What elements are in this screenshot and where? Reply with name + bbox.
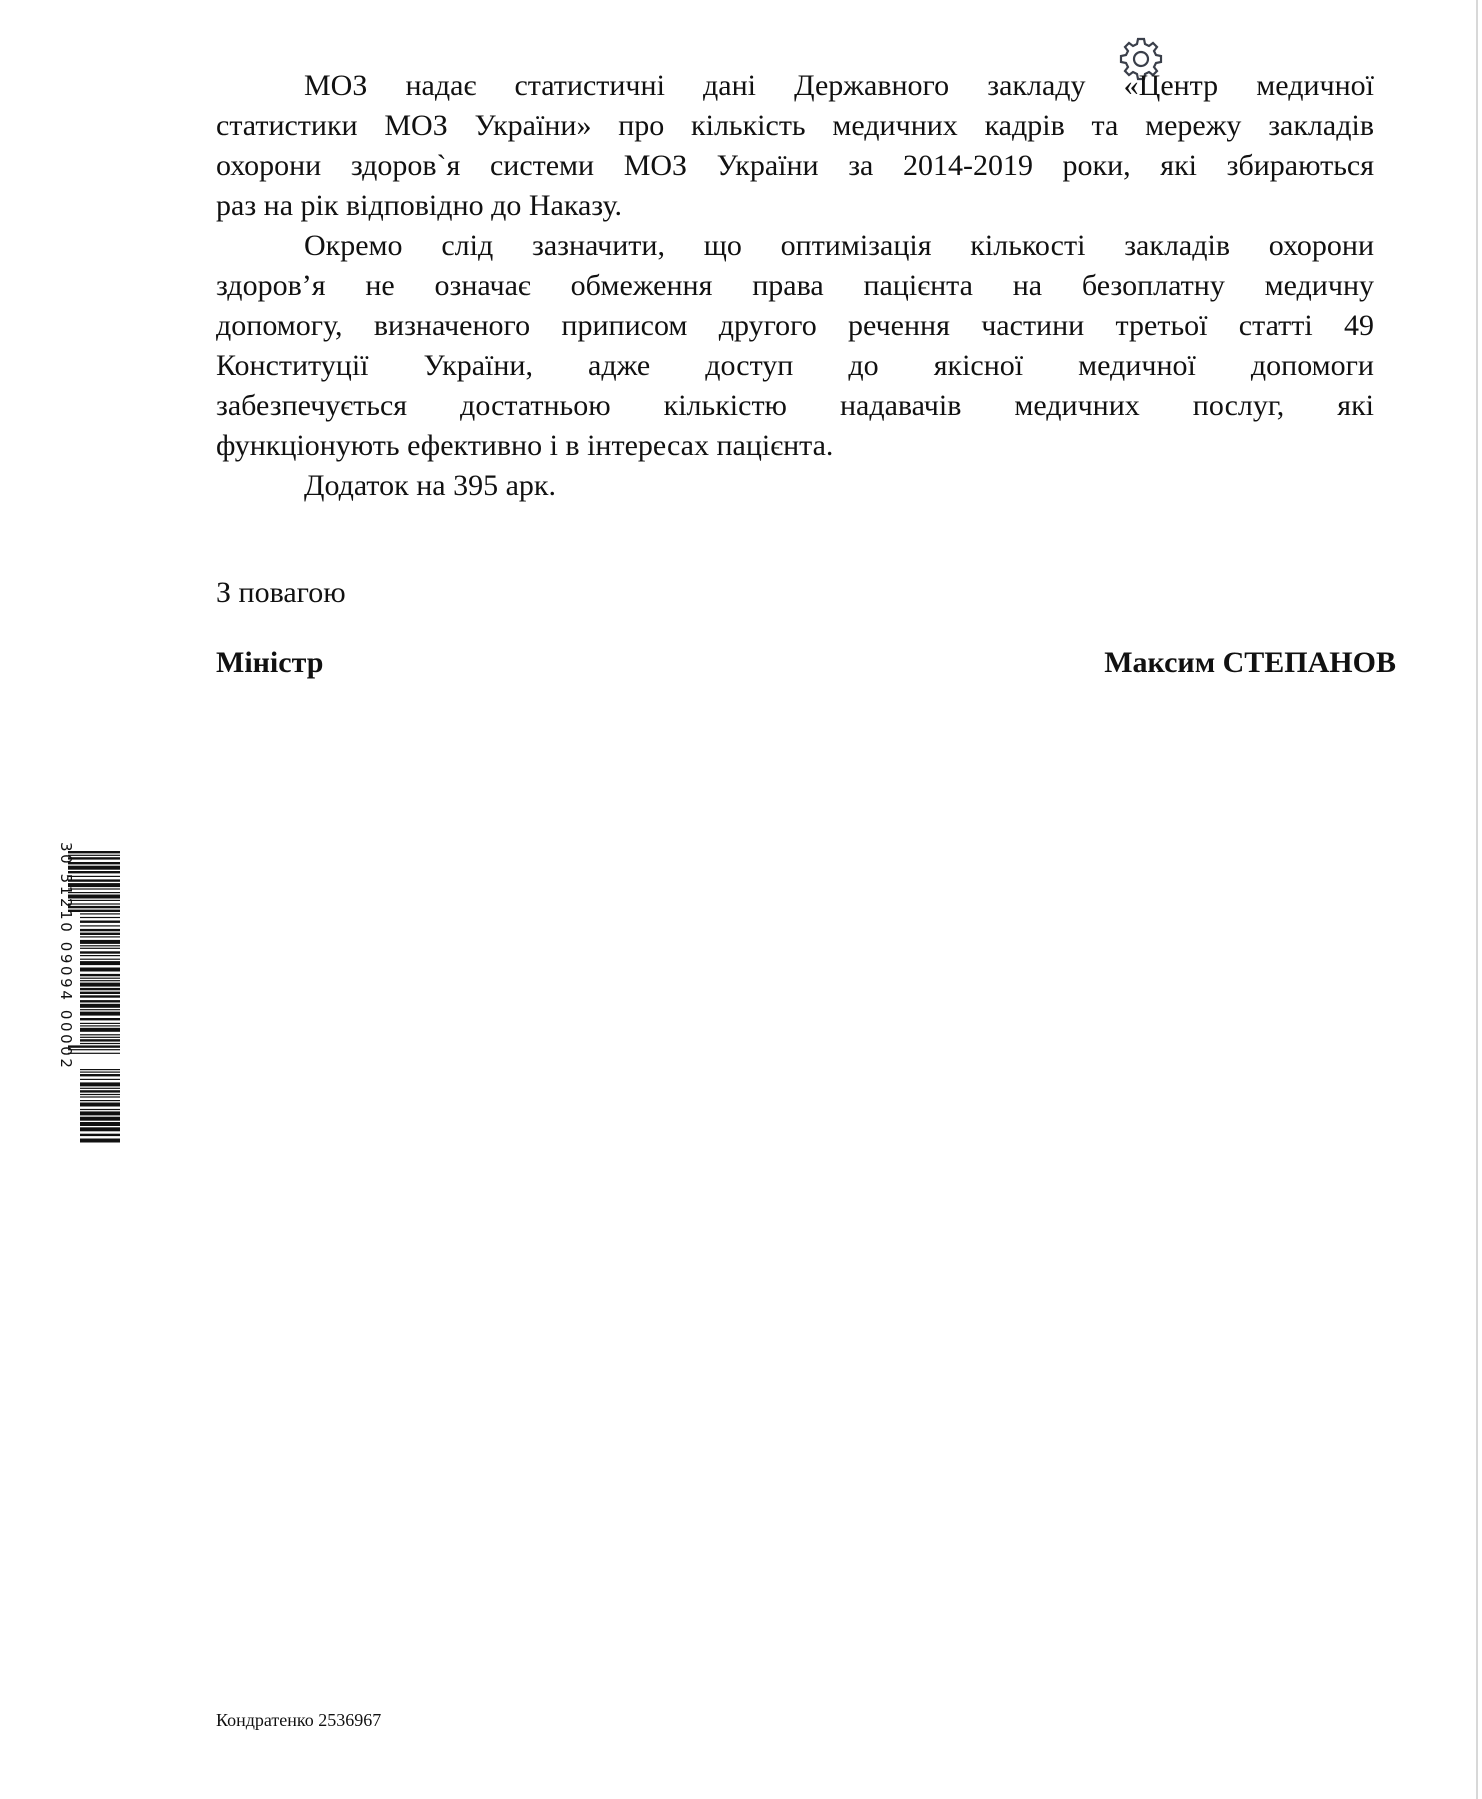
barcode-bar [68, 866, 120, 870]
barcode-bar [80, 1025, 120, 1026]
barcode-bar [68, 857, 120, 859]
barcode-bar [80, 988, 120, 990]
barcode-bar [68, 895, 120, 899]
text-line: допомогу, визначеного приписом другого речення частини третьої статті 49 [216, 309, 1374, 342]
barcode-bar [80, 1079, 120, 1080]
barcode-bar [68, 906, 120, 908]
barcode-bar [80, 995, 120, 997]
barcode-bar [68, 1053, 120, 1054]
barcode-bar [68, 883, 120, 887]
barcode-bar [80, 1000, 120, 1002]
barcode-bar [68, 1045, 120, 1047]
text-line: охорони здоров`я системи МОЗ України за 2014-2019 роки, які збираються [216, 149, 1374, 182]
barcode-bar [80, 1012, 120, 1016]
text-line: здоров’я не означає обмеження права пацієнта на безоплатну медичну [216, 269, 1374, 302]
barcode-bar [80, 955, 120, 956]
barcode-bar [80, 968, 120, 972]
barcode-bar [80, 1117, 120, 1121]
barcode-bar [80, 948, 120, 949]
barcode-bar [80, 1072, 120, 1073]
barcode-bar [80, 1139, 120, 1143]
barcode-bar [68, 871, 120, 873]
page-edge [1476, 0, 1478, 1799]
barcode-bar [80, 1096, 120, 1097]
closing-salutation: З повагою [216, 576, 346, 609]
barcode-bar [80, 1088, 120, 1089]
barcode-bar [68, 888, 120, 889]
barcode-bar [80, 925, 120, 926]
barcode-bar [80, 1090, 120, 1092]
paragraph-2 [216, 226, 1374, 466]
barcode-bar [80, 961, 120, 965]
barcode-bar [80, 983, 120, 987]
barcode-bar [80, 940, 120, 944]
barcode-bar [68, 876, 120, 877]
text-line: МОЗ надає статистичні дані Державного закладу «Центр медичної [304, 69, 1374, 102]
text-line: раз на рік відповідно до Наказу. [216, 189, 622, 222]
barcode-bar [80, 1127, 120, 1131]
barcode-bar [80, 929, 120, 931]
signatory-name: Максим СТЕПАНОВ [1104, 646, 1396, 679]
barcode-bar [80, 951, 120, 953]
barcode-bar [80, 1043, 120, 1044]
attachment-note: Додаток на 395 арк. [304, 469, 556, 502]
barcode-bar [80, 1122, 120, 1126]
barcode-bar [80, 980, 120, 981]
barcode-bar [68, 1049, 120, 1050]
barcode-bar [68, 862, 120, 864]
paragraph-1 [216, 66, 1374, 226]
barcode-bar [68, 855, 120, 856]
barcode-bar [68, 892, 120, 893]
barcode-bar [68, 900, 120, 901]
signature-block [216, 646, 1396, 680]
barcode-bar [80, 1074, 120, 1076]
barcode-bar [68, 910, 120, 912]
barcode-bar [80, 1023, 120, 1024]
barcode-bar [80, 913, 120, 914]
barcode-bar [80, 921, 120, 923]
barcode-bar [80, 945, 120, 946]
text-line: функціонують ефективно і в інтересах пацієнта. [216, 429, 834, 462]
barcode-bar [80, 974, 120, 976]
text-line: Окремо слід зазначити, що оптимізація кількості закладів охорони [304, 229, 1374, 262]
barcode-bar [80, 992, 120, 994]
barcode-bar [80, 1103, 120, 1107]
barcode-bar [80, 1134, 120, 1136]
barcode-bar [80, 1109, 120, 1110]
text-line: Конституції України, адже доступ до якісної медичної допомоги [216, 349, 1374, 382]
barcode-digits: 30 51210 09094 00002 [57, 842, 75, 1071]
barcode-bar [80, 933, 120, 935]
signatory-title: Міністр [216, 646, 324, 679]
barcode-bar [80, 1094, 120, 1095]
barcode-bar [80, 1111, 120, 1115]
barcode-bar [68, 851, 120, 853]
barcode-bar [80, 959, 120, 960]
barcode-bar [80, 1018, 120, 1020]
barcode-bar [80, 1004, 120, 1008]
barcode-bar [68, 903, 120, 904]
barcode-bar [68, 879, 120, 881]
barcode-bar [80, 1069, 120, 1070]
barcode-bar [80, 917, 120, 918]
barcode-bar [80, 1082, 120, 1086]
barcode-bar [80, 936, 120, 937]
barcode-bar [80, 1034, 120, 1035]
executor-footer: Кондратенко 2536967 [216, 1710, 382, 1730]
text-line: забезпечується достатньою кількістю надавачів медичних послуг, які [216, 389, 1374, 422]
barcode-bar [80, 978, 120, 979]
barcode-number [46, 842, 75, 1143]
barcode-bar [80, 1039, 120, 1041]
barcode-bar [80, 1037, 120, 1038]
text-line: статистики МОЗ України» про кількість медичних кадрів та мережу закладів [216, 109, 1374, 142]
letter-body [216, 66, 1374, 506]
barcode-bar [80, 1100, 120, 1101]
barcode-bar [80, 1028, 120, 1032]
paragraph-3 [216, 466, 1374, 506]
barcode-bar [80, 1009, 120, 1010]
